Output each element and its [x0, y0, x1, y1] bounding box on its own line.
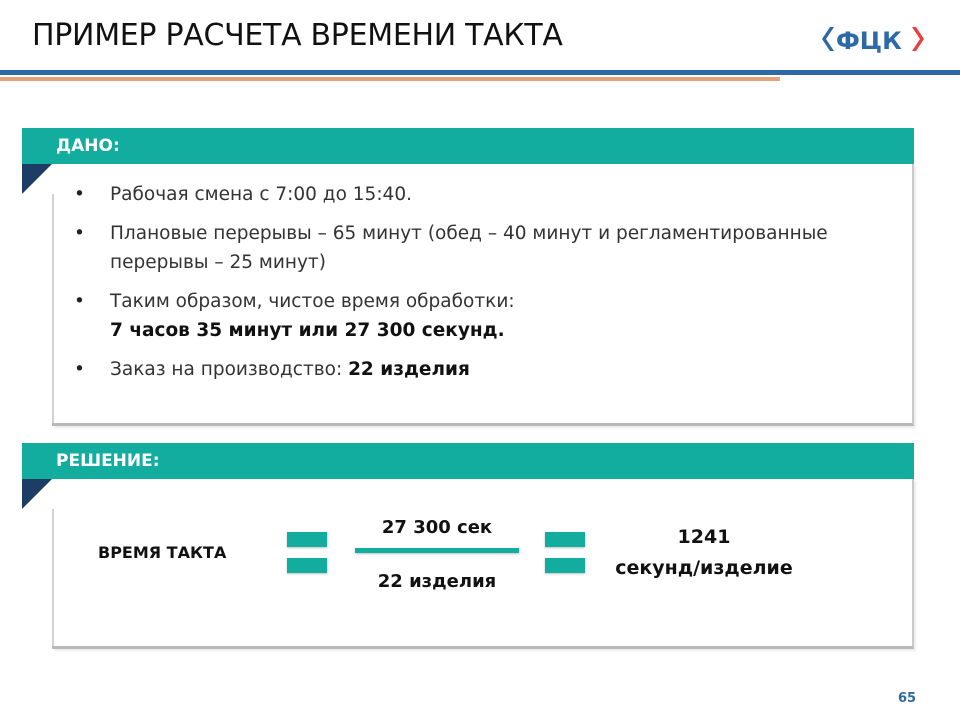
result-value: 1241 [677, 526, 731, 548]
list-item: • Таким образом, чистое время обработки: 7 часов 35 минут или 27 300 секунд. [74, 287, 874, 345]
equals-sign-bottom-bar [287, 558, 327, 573]
header-fold-corner [22, 164, 52, 194]
equals-sign-top-bar [545, 532, 585, 547]
given-panel [22, 128, 914, 426]
page-number: 65 [898, 691, 917, 706]
takt-time-label: ВРЕМЯ ТАКТА [98, 543, 227, 562]
header-rule-orange [0, 77, 780, 81]
fraction-denominator: 22 изделия [377, 571, 497, 592]
given-list [74, 180, 874, 394]
fraction-line [355, 548, 519, 553]
given-heading: ДАНО: [56, 136, 120, 156]
solution-heading: РЕШЕНИЕ: [56, 451, 160, 471]
equals-sign-bottom-bar [545, 558, 585, 573]
given-header [22, 128, 914, 164]
result-unit: секунд/изделие [615, 557, 793, 579]
svg-text:ФЦК: ФЦК [836, 27, 902, 55]
fraction-numerator: 27 300 сек [381, 517, 493, 538]
page-title: ПРИМЕР РАСЧЕТА ВРЕМЕНИ ТАКТА [32, 18, 563, 53]
header-fold-corner [22, 479, 52, 509]
list-item: • Заказ на производство: 22 изделия [74, 355, 874, 384]
equals-sign-top-bar [287, 532, 327, 547]
list-item: • Плановые перерывы – 65 минут (обед – 40 минут и регламентированные перерывы – 25 минут) [74, 219, 874, 277]
result [596, 522, 812, 584]
list-item: • Рабочая смена с 7:00 до 15:40. [74, 180, 874, 209]
header-rule-blue [0, 70, 960, 75]
fck-logo-icon [818, 22, 928, 56]
solution-header [22, 443, 914, 479]
